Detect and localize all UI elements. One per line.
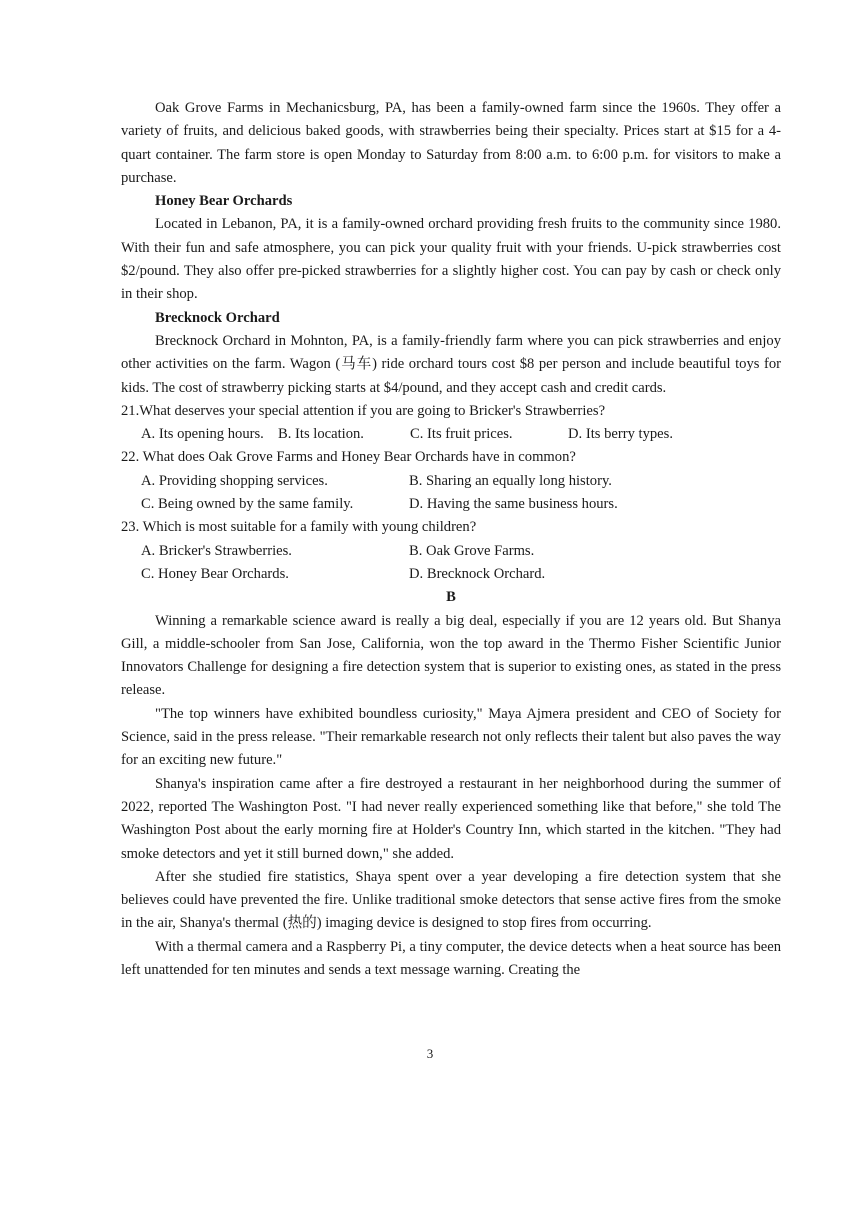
options-row xyxy=(121,493,781,516)
question-22 xyxy=(121,446,781,516)
paragraph-b-1: Winning a remarkable science award is really a big deal, especially if you are 12 years old. But Shanya Gill, a middle-schooler from San Jose, California, won the top award in the Thermo Fisher Scientific Junior Innovators Challenge for designing a fire detection system that is superior to existing ones, as stated in the press release. xyxy=(121,612,781,699)
paragraph-b-5: With a thermal camera and a Raspberry Pi, a tiny computer, the device detects when a heat source has been left unattended for ten minutes and sends a text message warning. Creating the xyxy=(121,938,781,978)
paragraph-b-4: After she studied fire statistics, Shaya spent over a year developing a fire detection system that she believes could have prevented the fire. Unlike traditional smoke detectors that sense active fires from the smoke in the air, Shanya's thermal (热的) imaging device is designed to stop fires from occurring. xyxy=(121,868,781,932)
paragraph-oak-grove: Oak Grove Farms in Mechanicsburg, PA, has been a family-owned farm since the 1960s. They offer a variety of fruits, and delicious baked goods, with strawberries being their specialty. Prices start at $15 for a 4-quart container. The farm store is open Monday to Saturday from 8:00 a.m. to 6:00 p.m. for visitors to make a purchase. xyxy=(121,100,781,186)
option-b: B. Its location. xyxy=(278,426,364,443)
question-stem: 21.What deserves your special attention if you are going to Bricker's Strawberries? xyxy=(121,402,606,419)
question-23 xyxy=(121,516,781,586)
question-21 xyxy=(121,400,781,447)
page-number: 3 xyxy=(426,1046,434,1061)
option-c: C. Its fruit prices. xyxy=(410,426,513,443)
option-d: D. Having the same business hours. xyxy=(409,496,618,513)
paragraph-honey-bear: Located in Lebanon, PA, it is a family-owned orchard providing fresh fruits to the community since 1980. With their fun and safe atmosphere, you can pick your quality fruit with your friends. U-pick strawberries cost $2/pound. They also offer pre-picked strawberries for a slightly higher cost. You can pay by cash or check only in their shop. xyxy=(121,216,781,303)
options-row xyxy=(121,563,781,586)
options-row xyxy=(121,470,781,493)
option-b: B. Sharing an equally long history. xyxy=(409,472,612,489)
paragraph-brecknock: Brecknock Orchard in Mohnton, PA, is a family-friendly farm where you can pick strawberries and enjoy other activities on the farm. Wagon (马车) ride orchard tours cost $8 per person and include beautiful toys for kids. The cost of strawberry picking starts at $4/pound, and they accept cash and credit cards. xyxy=(121,332,781,396)
question-stem: 22. What does Oak Grove Farms and Honey Bear Orchards have in common? xyxy=(121,449,576,466)
option-a: A. Its opening hours. xyxy=(141,426,264,443)
options-row xyxy=(121,540,781,563)
heading-brecknock: Brecknock Orchard xyxy=(155,309,280,326)
options-row xyxy=(121,423,781,446)
option-d: D. Its berry types. xyxy=(568,426,673,443)
heading-honey-bear: Honey Bear Orchards xyxy=(155,193,293,210)
section-label-b: B xyxy=(446,589,456,606)
option-b: B. Oak Grove Farms. xyxy=(409,542,535,559)
option-c: C. Honey Bear Orchards. xyxy=(141,565,289,582)
option-a: A. Bricker's Strawberries. xyxy=(141,542,292,559)
page-content xyxy=(121,97,781,982)
option-d: D. Brecknock Orchard. xyxy=(409,565,546,582)
option-a: A. Providing shopping services. xyxy=(141,472,328,489)
paragraph-b-3: Shanya's inspiration came after a fire destroyed a restaurant in her neighborhood during the summer of 2022, reported The Washington Post. "I had never really experienced something like that before," she told The Washington Post about the early morning fire at Holder's Country Inn, which started in the kitchen. "They had smoke detectors and yet it still burned down," she added. xyxy=(121,775,781,862)
paragraph-b-2: "The top winners have exhibited boundless curiosity," Maya Ajmera president and CEO of Society for Science, said in the press release. "Their remarkable research not only reflects their talent but also paves the way for an exciting new future." xyxy=(121,705,781,769)
question-stem: 23. Which is most suitable for a family with young children? xyxy=(121,519,477,536)
option-c: C. Being owned by the same family. xyxy=(141,496,354,513)
